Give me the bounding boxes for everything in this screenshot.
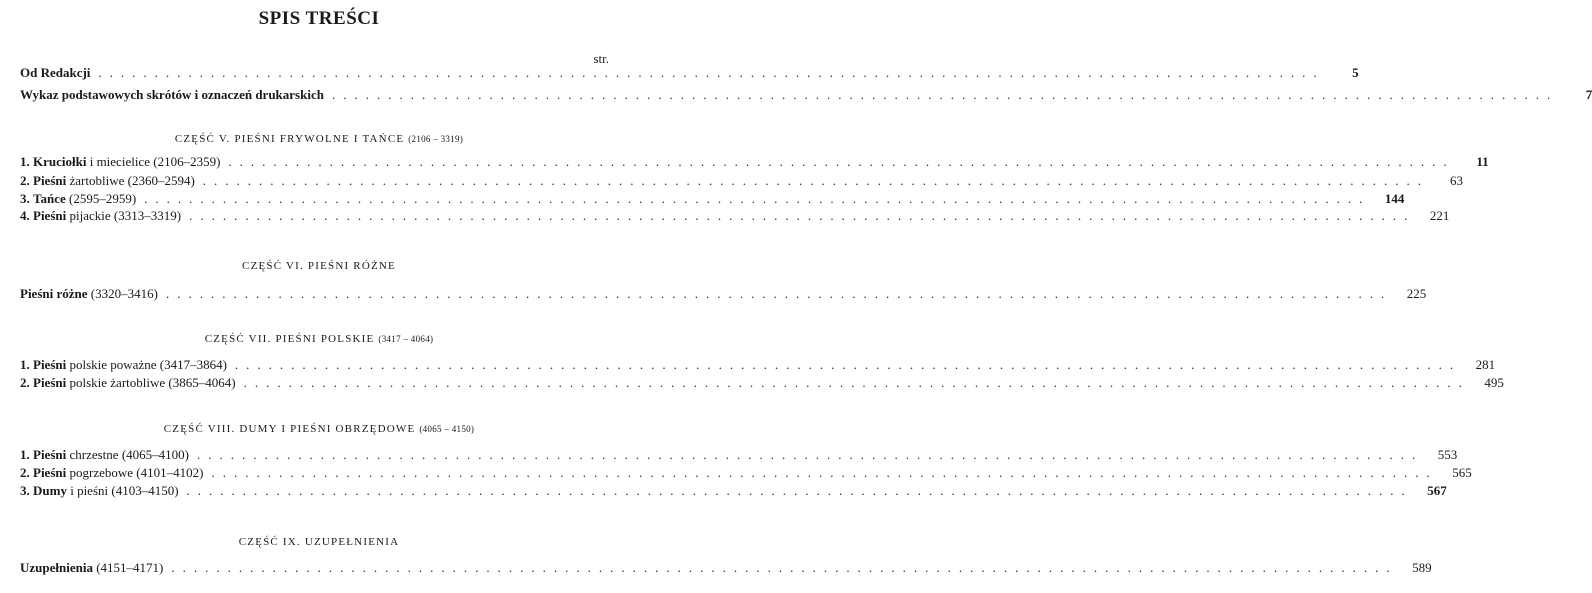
entry-title: Wykaz podstawowych skrótów i oznaczeń drukarskich [20, 87, 324, 102]
entry-number: 3. [20, 483, 30, 498]
section-title: CZĘŚĆ VII. PIEŚNI POLSKIE [204, 333, 375, 345]
entry-number: 1. [20, 447, 30, 462]
entry-page: 221 [1429, 208, 1450, 223]
toc-entry-wykaz[interactable] [20, 87, 1592, 103]
section-title: CZĘŚĆ VIII. DUMY I PIEŚNI OBRZĘDOWE [163, 423, 416, 435]
entry-subtitle: pogrzebowe [69, 465, 134, 480]
entry-title: Pieśni różne [20, 286, 88, 301]
entry-label [20, 286, 158, 302]
entry-label [20, 191, 136, 207]
entry-page: 63 [1450, 173, 1464, 188]
entry-subtitle: i pieśni [70, 483, 109, 498]
leader-dots: ............................................................................................................. [171, 560, 1398, 575]
entry-label [20, 154, 220, 170]
toc-entry[interactable] [20, 154, 1489, 170]
entry-page: 553 [1437, 447, 1458, 462]
section-range: (3417 – 4064) [378, 334, 434, 344]
entry-subtitle: chrzestne [69, 447, 119, 462]
leader-dots: ............................................................................................................. [197, 447, 1424, 462]
entry-page: 495 [1484, 375, 1504, 390]
entry-range: (4065–4100) [121, 447, 189, 462]
entry-range: (4151–4171) [96, 560, 164, 575]
entry-title: Od Redakcji [20, 65, 91, 80]
leader-dots: ............................................................................................................. [189, 208, 1416, 223]
leader-dots: ............................................................................................................. [144, 191, 1371, 206]
entry-number: 2. [20, 465, 30, 480]
entry-number: 3. [20, 191, 30, 206]
entry-title: Uzupełnienia [20, 560, 93, 575]
section-heading-ix [0, 536, 638, 548]
section-heading-v [0, 133, 638, 145]
entry-title: Pieśni [33, 375, 67, 390]
entry-number: 2. [20, 375, 30, 390]
section-title: CZĘŚĆ V. PIEŚNI FRYWOLNE I TAŃCE [174, 133, 405, 145]
page-column-header: str. [593, 51, 609, 66]
entry-title: Kruciołki [33, 154, 87, 169]
section-heading-vi [0, 260, 638, 272]
entry-number: 1. [20, 154, 30, 169]
toc-entry[interactable] [20, 375, 1504, 391]
entry-page: 7 [1585, 87, 1592, 102]
leader-dots: ............................................................................................................. [243, 375, 1470, 390]
entry-subtitle: polskie poważne [69, 357, 157, 372]
entry-title: Tańce [33, 191, 66, 206]
leader-dots: ............................................................................................................. [331, 87, 1559, 102]
section-range: (4065 – 4150) [419, 424, 475, 434]
leader-dots: ............................................................................................................. [98, 65, 1325, 80]
section-heading-viii [0, 423, 638, 435]
toc-entry[interactable] [20, 173, 1464, 189]
entry-title: Pieśni [33, 357, 67, 372]
section-title: CZĘŚĆ IX. UZUPEŁNIENIA [238, 536, 400, 548]
entry-range: (2106–2359) [153, 154, 221, 169]
entry-subtitle: i miecielice [89, 154, 150, 169]
entry-page: 589 [1412, 560, 1432, 575]
page-title: SPIS TREŚCI [258, 8, 380, 29]
toc-entry-od-redakcji[interactable] [20, 65, 1359, 81]
entry-title: Pieśni [33, 173, 67, 188]
entry-range: (3865–4064) [168, 375, 236, 390]
entry-page: 565 [1452, 465, 1472, 480]
entry-range: (4103–4150) [111, 483, 179, 498]
entry-range: (3417–3864) [159, 357, 227, 372]
section-heading-vii [0, 333, 638, 345]
toc-entry[interactable] [20, 286, 1427, 302]
entry-label [20, 560, 163, 576]
entry-page: 281 [1475, 357, 1496, 372]
entry-page: 225 [1406, 286, 1427, 301]
toc-entry[interactable] [20, 447, 1458, 463]
entry-page: 144 [1384, 191, 1405, 206]
toc-entry[interactable] [20, 208, 1450, 224]
entry-page: 567 [1427, 483, 1447, 498]
leader-dots: ............................................................................................................. [211, 465, 1438, 480]
entry-page: 11 [1476, 154, 1489, 169]
entry-subtitle: żartobliwe [69, 173, 125, 188]
toc-entry[interactable] [20, 357, 1496, 373]
entry-subtitle: pijackie [69, 208, 111, 223]
section-range: (2106 – 3319) [408, 134, 464, 144]
entry-title: Dumy [33, 483, 67, 498]
entry-page: 5 [1352, 65, 1359, 80]
entry-range: (3320–3416) [90, 286, 158, 301]
leader-dots: ............................................................................................................. [202, 173, 1430, 188]
leader-dots: ............................................................................................................. [165, 286, 1393, 301]
entry-label [20, 375, 236, 391]
entry-number: 1. [20, 357, 30, 372]
entry-title: Pieśni [33, 208, 67, 223]
entry-range: (3313–3319) [113, 208, 182, 223]
toc-entry[interactable] [20, 483, 1447, 499]
entry-label [20, 357, 227, 373]
section-title: CZĘŚĆ VI. PIEŚNI RÓŻNE [242, 260, 396, 272]
toc-entry[interactable] [20, 465, 1472, 481]
entry-label [20, 465, 203, 481]
entry-label [20, 447, 189, 463]
entry-title: Pieśni [33, 465, 67, 480]
entry-label [20, 483, 179, 499]
entry-subtitle: polskie żartobliwe [69, 375, 166, 390]
entry-range: (2360–2594) [127, 173, 195, 188]
entry-number: 4. [20, 208, 30, 223]
entry-label [20, 87, 324, 103]
entry-label [20, 173, 195, 189]
entry-range: (2595–2959) [69, 191, 137, 206]
entry-label [20, 65, 90, 81]
entry-label [20, 208, 181, 224]
toc-entry[interactable] [20, 560, 1432, 576]
toc-entry[interactable] [20, 191, 1405, 207]
leader-dots: ............................................................................................................. [228, 154, 1455, 169]
entry-range: (4101–4102) [136, 465, 204, 480]
leader-dots: ............................................................................................................. [234, 357, 1462, 372]
entry-number: 2. [20, 173, 30, 188]
entry-title: Pieśni [33, 447, 67, 462]
leader-dots: ............................................................................................................. [186, 483, 1413, 498]
